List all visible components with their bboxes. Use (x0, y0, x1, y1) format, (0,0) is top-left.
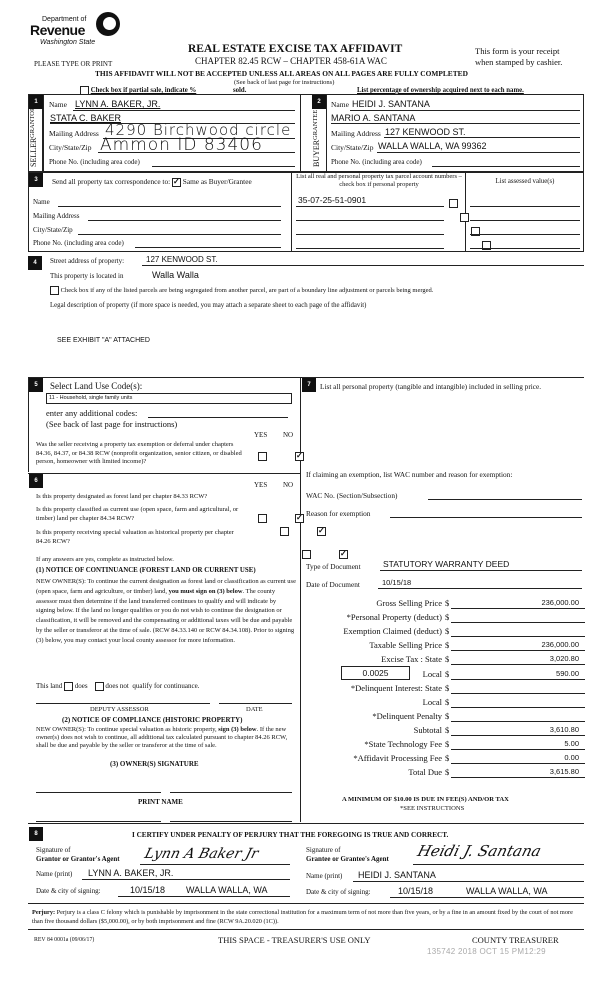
section-number-8: 8 (29, 827, 43, 841)
fee-value[interactable]: 3,610.80 (549, 725, 579, 734)
fee-value[interactable]: 590.00 (556, 669, 579, 678)
fee-value[interactable]: 3,615.80 (549, 767, 579, 776)
section-number-5: 5 (29, 378, 43, 392)
fee-label: Local (422, 697, 442, 707)
buyer-city-label: City/State/Zip (331, 143, 374, 152)
seller-phone-label: Phone No. (including area code) (49, 158, 140, 166)
dollar-sign: $ (445, 626, 450, 636)
grantor-name[interactable]: LYNN A. BAKER, JR. (88, 868, 174, 878)
buyer-name-2[interactable]: MARIO A. SANTANA (331, 113, 416, 123)
fee-label: Excise Tax : State (381, 654, 442, 664)
assessed-header: List assessed value(s) (495, 178, 555, 185)
land-use-title: Select Land Use Code(s): (50, 381, 143, 391)
section-number-3: 3 (29, 173, 43, 187)
grantor-city[interactable]: WALLA WALLA, WA (186, 885, 268, 895)
corr-city-label: City/State/Zip (33, 226, 73, 234)
partial-sale-label: Check box if partial sale, indicate % (90, 87, 197, 95)
treasurer-stamp: 135742 2018 OCT 15 PM12:29 (427, 947, 546, 956)
assessed-value-line[interactable] (470, 234, 580, 235)
street-label: Street address of property: (50, 257, 125, 265)
corr-phone-label: Phone No. (including area code) (33, 239, 124, 247)
seller-name-label: Name (49, 100, 67, 109)
buyer-city[interactable]: WALLA WALLA, WA 99362 (378, 141, 487, 151)
fee-value[interactable]: 3,020.80 (549, 654, 579, 663)
fee-row (305, 654, 585, 667)
same-as-buyer-checkbox[interactable] (172, 178, 181, 187)
seller-city-label: City/State/Zip (49, 143, 92, 152)
fee-row (305, 640, 585, 653)
section-number-1: 1 (29, 95, 43, 109)
grantee-date-label: Date & city of signing: (306, 888, 371, 896)
grantor-signature[interactable]: Lynn A Baker Jr (142, 846, 261, 862)
wac-label: WAC No. (Section/Subsection) (306, 491, 398, 500)
seller-name[interactable]: LYNN A. BAKER, JR. (75, 99, 161, 109)
assessed-value-line[interactable] (470, 220, 580, 221)
fee-row (305, 767, 585, 780)
exemption-no-checkbox[interactable] (295, 452, 304, 461)
logo-line1: Department of (42, 16, 87, 23)
segregated-row: Check box if any of the listed parcels are being segregated from another parcel, are part of a boundary line adjustment or parcels being merged. (50, 286, 433, 295)
exemption-header: If claiming an exemption, list WAC number and reason for exemption: (306, 470, 513, 479)
if-yes-note: If any answers are yes, complete as instructed below. (36, 556, 174, 563)
personal-property-checkbox[interactable] (460, 213, 469, 222)
seller-mailing-label: Mailing Address (49, 129, 99, 138)
buyer-phone-label: Phone No. (including area code) (331, 158, 422, 166)
doc-type[interactable]: STATUTORY WARRANTY DEED (383, 559, 510, 569)
no-header-5: NO (283, 431, 294, 439)
grantee-name[interactable]: HEIDI J. SANTANA (358, 870, 436, 880)
fee-row (305, 739, 585, 752)
section-number-6: 6 (29, 474, 43, 488)
personal-property-label: List all personal property (tangible and intangible) included in selling price. (320, 382, 542, 391)
legal-desc-label: Legal description of property (if more space is needed, you may attach a separate sheet to each page of the affidavit) (50, 302, 367, 309)
fee-row (305, 697, 585, 710)
owner-signature-title: (3) OWNER(S) SIGNATURE (110, 760, 199, 768)
fee-label: Taxable Selling Price (369, 640, 442, 650)
fee-label: *Personal Property (deduct) (346, 612, 442, 622)
buyer-name-label: Name (331, 100, 349, 109)
s6-question: Is this property receiving special valuation as historical property per chapter 84.26 RCW? (36, 529, 234, 545)
s6-no-checkbox[interactable] (295, 514, 304, 523)
deputy-assessor-label: DEPUTY ASSESSOR (90, 706, 149, 713)
see-instructions: *SEE INSTRUCTIONS (400, 805, 465, 812)
receipt-note-2: when stamped by cashier. (475, 57, 563, 67)
doc-date[interactable]: 10/15/18 (382, 578, 412, 587)
fee-value[interactable]: 0.00 (564, 753, 579, 762)
reason-label: Reason for exemption (306, 509, 371, 518)
dollar-sign: $ (445, 640, 450, 650)
grantee-name-label: Name (print) (306, 872, 343, 880)
dollar-sign: $ (445, 767, 450, 777)
fee-label: Total Due (408, 767, 442, 777)
personal-property-checkbox[interactable] (449, 199, 458, 208)
dollar-sign: $ (445, 697, 450, 707)
treasurer-use-label: THIS SPACE - TREASURER'S USE ONLY (218, 935, 371, 945)
corr-mailing-label: Mailing Address (33, 212, 80, 220)
assessed-value-line[interactable] (470, 206, 580, 207)
grantor-sig-label: Signature of Grantor or Grantor's Agent (36, 846, 120, 863)
exemption-yes-checkbox[interactable] (258, 452, 267, 461)
fee-row (305, 598, 585, 611)
type-or-print: PLEASE TYPE OR PRINT (34, 60, 113, 68)
doc-type-label: Type of Document (306, 562, 361, 571)
land-use-see-back: (See back of last page for instructions) (46, 419, 178, 429)
dollar-sign: $ (445, 612, 450, 622)
located-in[interactable]: Walla Walla (152, 270, 199, 280)
fee-label: Local (422, 669, 442, 679)
fee-value[interactable]: 5.00 (564, 739, 579, 748)
fee-label: *Delinquent Interest: State (350, 683, 442, 693)
no-header-6: NO (283, 481, 294, 489)
dollar-sign: $ (445, 654, 450, 664)
seller-mailing[interactable]: 4290 Birchwood circle (105, 121, 292, 139)
parcel-line (296, 220, 444, 221)
dollar-sign: $ (445, 753, 450, 763)
notice2-title: (2) NOTICE OF COMPLIANCE (HISTORIC PROPERTY) (62, 716, 243, 724)
assessed-value-line[interactable] (470, 248, 580, 249)
notice1-title: (1) NOTICE OF CONTINUANCE (FOREST LAND OR CURRENT USE) (36, 567, 256, 574)
grantor-date[interactable]: 10/15/18 (130, 885, 166, 895)
logo-line2: Revenue (30, 22, 85, 38)
seller-city[interactable]: Ammon ID 83406 (100, 135, 263, 155)
ownership-note: List percentage of ownership acquired next to each name. (357, 87, 524, 94)
buyer-side-label: BUYER GRANTEE (312, 109, 321, 167)
fee-row (305, 725, 585, 738)
s6-no-checkbox[interactable] (317, 527, 326, 536)
fee-label: *State Technology Fee (364, 739, 442, 749)
s6-yes-checkbox[interactable] (258, 514, 267, 523)
parcel-number[interactable]: 35-07-25-51-0901 (298, 195, 367, 205)
continuance-row: This land does does not qualify for continuance. (36, 682, 200, 691)
section-number-4: 4 (28, 256, 42, 270)
date-label: DATE (246, 706, 263, 713)
fee-label: Gross Selling Price (376, 598, 442, 608)
parcel-line (296, 248, 444, 249)
see-back-note: (See back of last page for instructions) (234, 79, 335, 86)
fee-row (305, 711, 585, 724)
grantee-date[interactable]: 10/15/18 (398, 886, 434, 896)
corr-name-label: Name (33, 198, 50, 206)
fee-label: *Affidavit Processing Fee (353, 753, 442, 763)
segregated-checkbox[interactable] (50, 286, 59, 295)
dor-logo (30, 12, 130, 52)
fee-label: Exemption Claimed (deduct) (343, 626, 442, 636)
receipt-note-1: This form is your receipt (475, 46, 560, 56)
print-name-label: PRINT NAME (138, 798, 183, 806)
fee-row (305, 753, 585, 766)
fee-label: Subtotal (413, 725, 442, 735)
seller-name-2[interactable]: STATA C. BAKER (50, 113, 122, 123)
land-use-code[interactable]: 11 - Household, single family units (46, 393, 292, 404)
does-checkbox[interactable] (64, 682, 73, 691)
form-id: REV 84 0001a (09/06/17) (34, 937, 95, 943)
fee-row (305, 612, 585, 625)
grantee-signature[interactable]: Heidi J. Santana (415, 842, 544, 860)
dollar-sign: $ (445, 711, 450, 721)
buyer-mailing-label: Mailing Address (331, 129, 381, 138)
s6-yes-checkbox[interactable] (302, 550, 311, 559)
perjury-notice: Perjury: Perjury is a class C felony which is punishable by imprisonment in the state correctional institution for a maximum term of not more than five years, or by a fine in an amount fixed by the court of not more than five thousand dollars ($5,000.00), or by both imprisonment and fine (RCW 9A.20.020 (1C)). (32, 909, 573, 925)
seller-side-label: SELLER GRANTOR (29, 106, 38, 167)
dollar-sign: $ (445, 683, 450, 693)
correspondence-label: Send all property tax correspondence to: ✓ Same as Buyer/Grantee (52, 177, 252, 187)
yes-header-6: YES (254, 481, 268, 489)
street-address[interactable]: 127 KENWOOD ST. (146, 255, 218, 264)
fee-row (305, 626, 585, 639)
dollar-sign: $ (445, 725, 450, 735)
parcel-line (296, 234, 444, 235)
dollar-sign: $ (445, 598, 450, 608)
certify-statement: I CERTIFY UNDER PENALTY OF PERJURY THAT THE FOREGOING IS TRUE AND CORRECT. (132, 831, 449, 839)
fee-row (305, 669, 585, 682)
notice1-text: NEW OWNER(S): To continue the current designation as forest land or classification as current use (open space, farm and agriculture, or timber) land, you must sign on (3) below. The county assessor must then determine if the land transferred continues to qualify and will indicate by signing below. If the land no longer qualifies or you do not wish to continue the designation or classification, it will be removed and the compensating or additional taxes will be due and payable by the seller or transferor at the time of sale. (RCW 84.33.140 or RCW 84.34.108). Prior to signing (3) below, you may contact your local county assessor for more information. (36, 578, 296, 644)
located-label: This property is located in (50, 272, 124, 280)
logo-swoosh-icon (96, 12, 120, 36)
minimum-note: A MINIMUM OF $10.00 IS DUE IN FEE(S) AND/OR TAX (342, 796, 509, 803)
section-number-2: 2 (312, 95, 326, 109)
grantor-name-label: Name (print) (36, 870, 73, 878)
additional-codes-label: enter any additional codes: (46, 408, 138, 418)
local-rate-box[interactable]: 0.0025 (341, 666, 410, 680)
notice2-text: NEW OWNER(S): To continue special valuation as historic property, sign (3) below. If the new owner(s) does not wish to continue, all additional tax calculated pursuant to chapter 84.26 RCW, shall be due and payable by the seller or transferor at the time of sale. (36, 726, 288, 749)
s6-no-checkbox[interactable] (339, 550, 348, 559)
section-number-7: 7 (302, 378, 316, 392)
partial-sale-sold: sold. (233, 87, 247, 94)
s6-question: Is this property classified as current use (open space, farm and agricultural, or timber) land per chapter 84.34 RCW? (36, 506, 239, 522)
s6-yes-checkbox[interactable] (280, 527, 289, 536)
yes-header-5: YES (254, 431, 268, 439)
buyer-mailing[interactable]: 127 KENWOOD ST. (385, 127, 466, 137)
legal-description[interactable]: SEE EXHIBIT "A" ATTACHED (57, 337, 150, 344)
form-subtitle: CHAPTER 82.45 RCW – CHAPTER 458-61A WAC (195, 56, 387, 66)
logo-line3: Washington State (40, 39, 96, 46)
does-not-checkbox[interactable] (95, 682, 104, 691)
exemption-question: Was the seller receiving a property tax exemption or deferral under chapters 84.36, 84.37, or 84.38 RCW (nonprofit organization, senior citizen, or disabled person, homeowner with limited income)? (36, 441, 242, 466)
doc-date-label: Date of Document (306, 580, 360, 589)
fee-label: *Delinquent Penalty (372, 711, 442, 721)
fee-row (305, 683, 585, 696)
grantor-date-label: Date & city of signing: (36, 887, 101, 895)
grantee-city[interactable]: WALLA WALLA, WA (466, 886, 548, 896)
county-treasurer-label: COUNTY TREASURER (472, 935, 559, 945)
dollar-sign: $ (445, 739, 450, 749)
s6-question: Is this property designated as forest land per chapter 84.33 RCW? (36, 493, 208, 500)
dollar-sign: $ (445, 669, 450, 679)
warning-text: THIS AFFIDAVIT WILL NOT BE ACCEPTED UNLESS ALL AREAS ON ALL PAGES ARE FULLY COMPLETED (95, 69, 468, 78)
fee-value[interactable]: 236,000.00 (541, 598, 579, 607)
parcels-header: List all real and personal property tax parcel account numbers – check box if personal property (296, 173, 462, 188)
form-title: REAL ESTATE EXCISE TAX AFFIDAVIT (188, 43, 403, 55)
parcel-line (296, 206, 444, 207)
buyer-name[interactable]: HEIDI J. SANTANA (352, 99, 430, 109)
fee-value[interactable]: 236,000.00 (541, 640, 579, 649)
grantee-sig-label: Signature of Grantee or Grantee's Agent (306, 846, 389, 863)
